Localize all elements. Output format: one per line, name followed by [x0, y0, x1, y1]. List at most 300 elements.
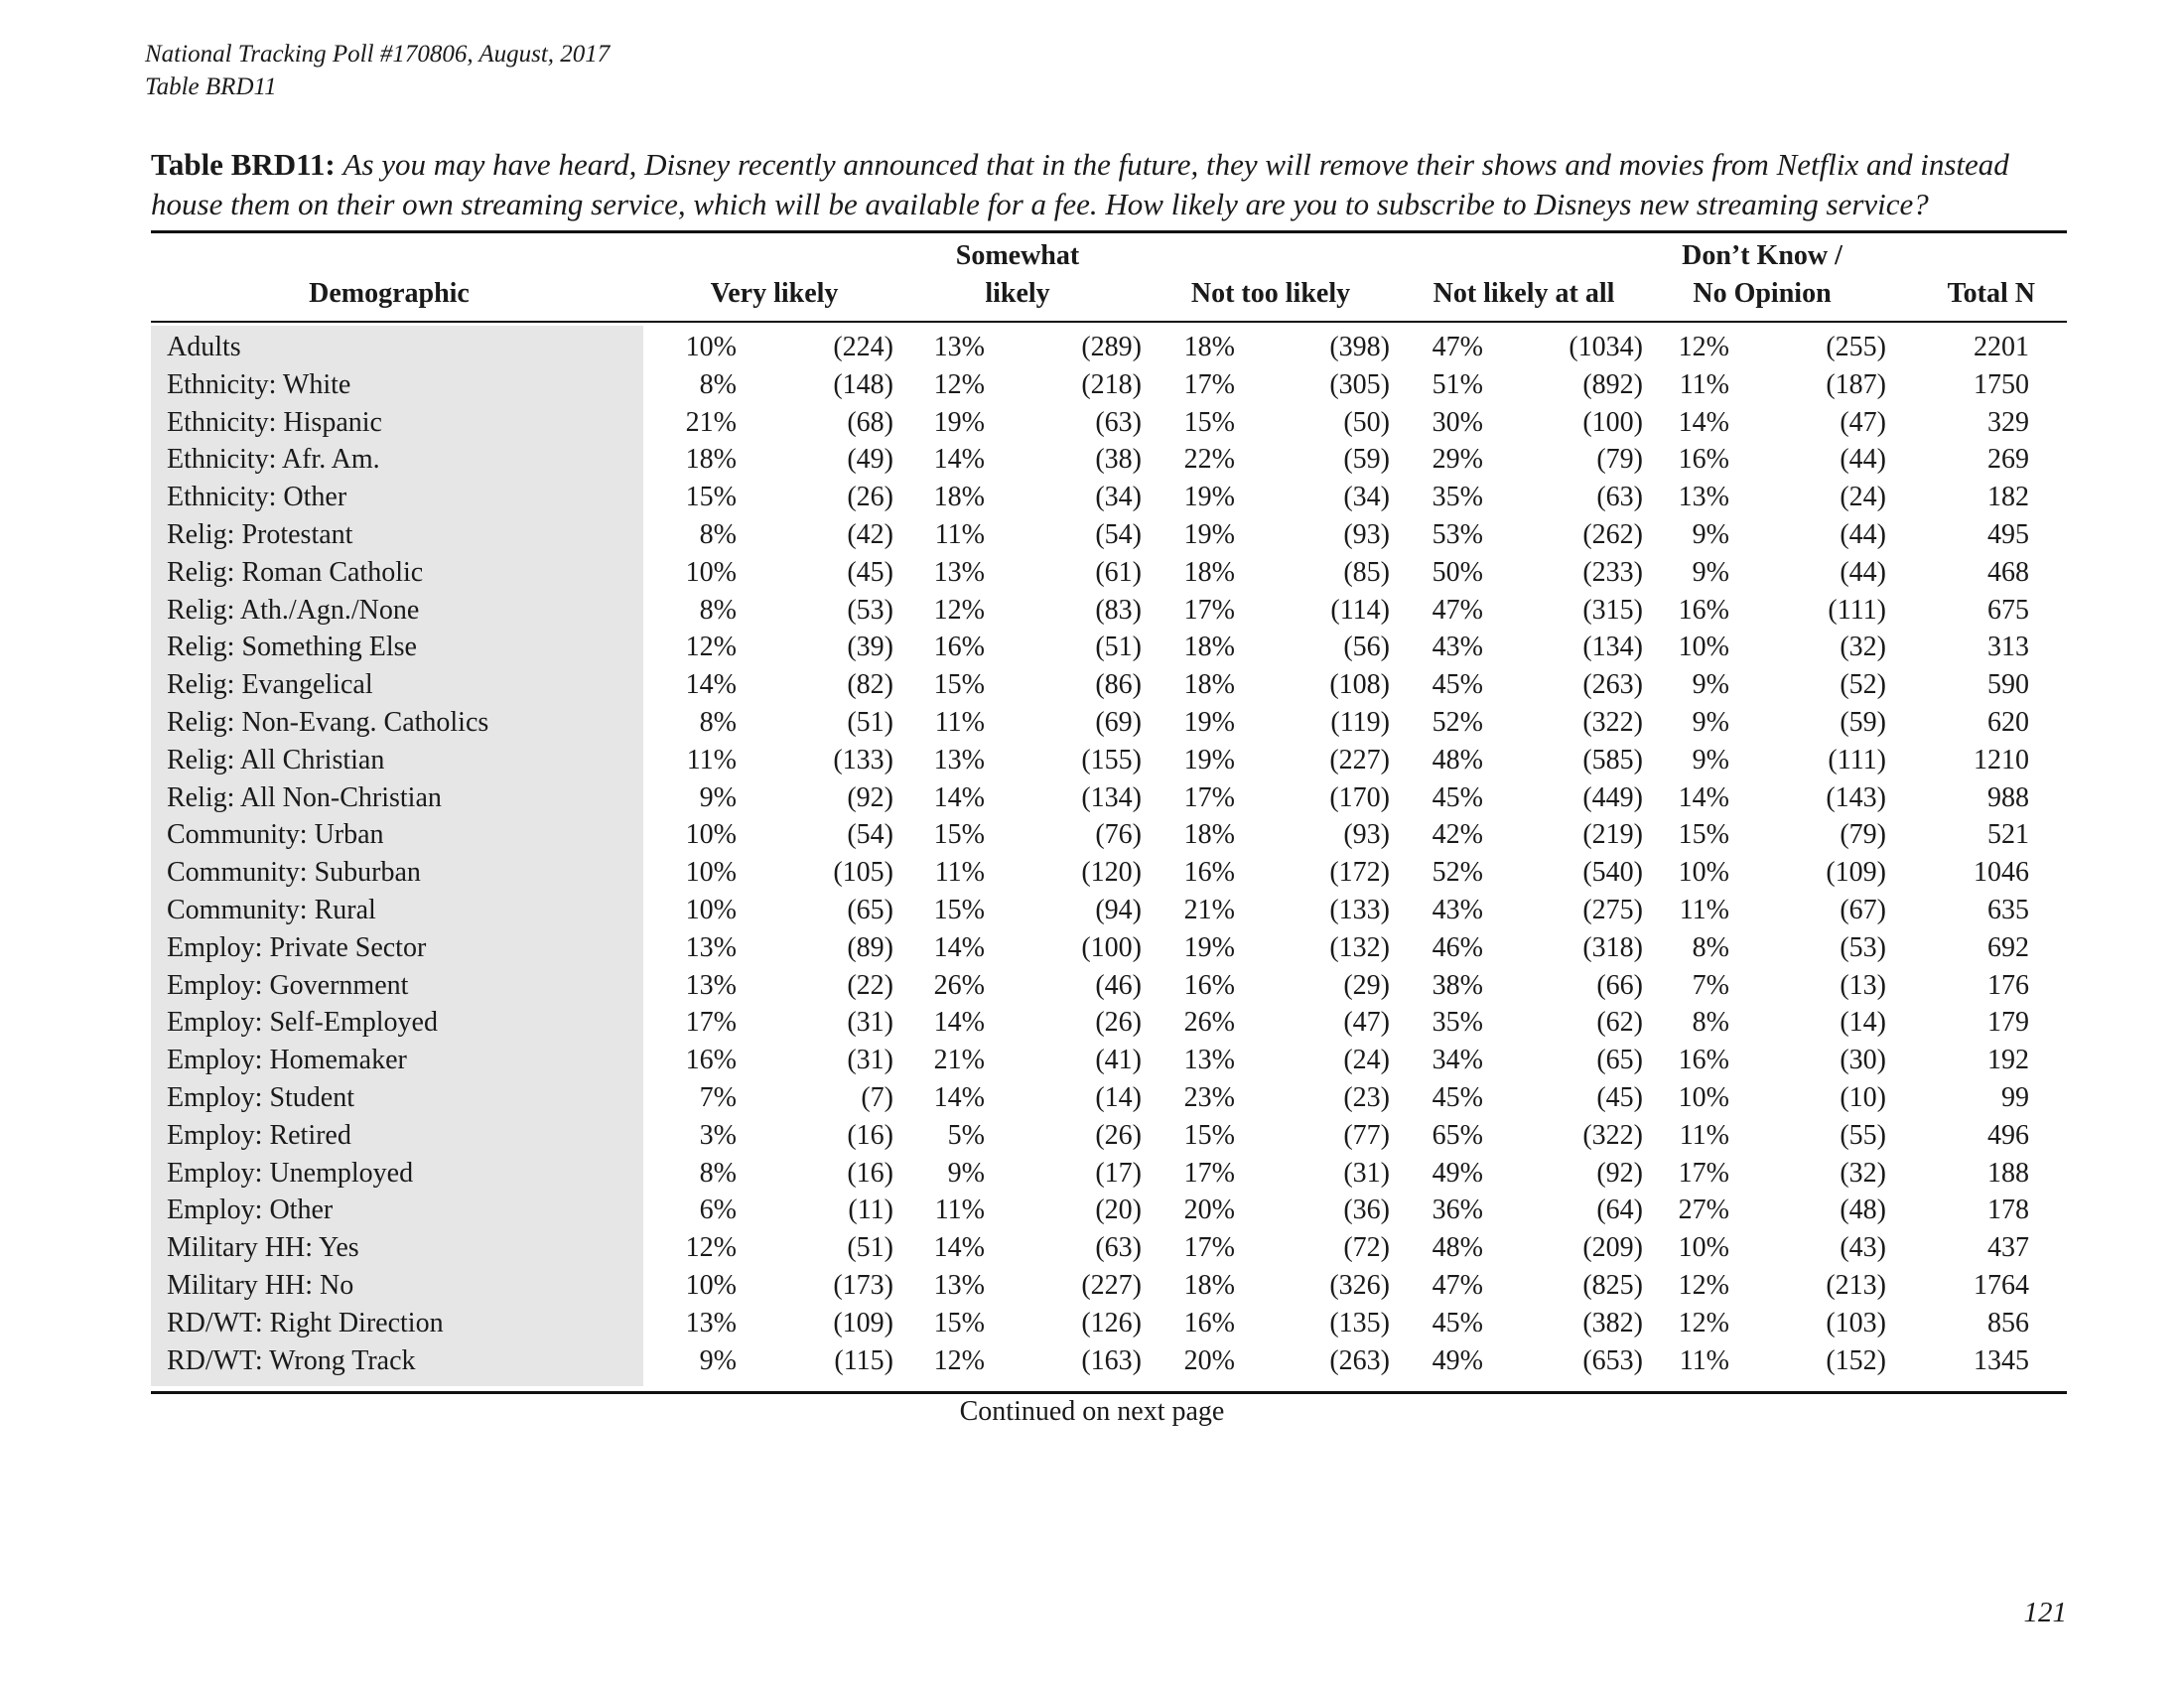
cell-percent: 51%: [1432, 368, 1483, 400]
cell-total-n: 692: [1987, 931, 2029, 963]
cell-count: (653): [1582, 1344, 1643, 1376]
cell-total-n: 635: [1987, 894, 2029, 925]
cell-count: (108): [1329, 669, 1390, 701]
cell-count: (24): [1343, 1045, 1390, 1076]
cell-count: (540): [1582, 857, 1643, 889]
row-label: Employ: Government: [167, 969, 409, 1001]
cell-percent: 10%: [1678, 1081, 1729, 1113]
table-row: [151, 1342, 2067, 1380]
cell-count: (14): [1840, 1007, 1886, 1039]
cell-count: (143): [1826, 781, 1886, 813]
cell-count: (134): [1081, 781, 1142, 813]
cell-count: (77): [1343, 1119, 1390, 1151]
cell-count: (152): [1826, 1344, 1886, 1376]
cell-percent: 11%: [1679, 894, 1729, 925]
cell-percent: 8%: [699, 594, 737, 626]
cell-count: (289): [1081, 332, 1142, 362]
cell-total-n: 620: [1987, 706, 2029, 738]
cell-count: (31): [1343, 1157, 1390, 1189]
continued-note: Continued on next page: [959, 1396, 1225, 1427]
cell-percent: 47%: [1432, 594, 1483, 626]
cell-percent: 7%: [699, 1081, 737, 1113]
row-label: Ethnicity: Other: [167, 482, 347, 513]
cell-percent: 12%: [685, 632, 737, 663]
cell-count: (305): [1329, 368, 1390, 400]
cell-percent: 49%: [1432, 1344, 1483, 1376]
row-label: Employ: Homemaker: [167, 1045, 407, 1076]
cell-percent: 10%: [685, 819, 737, 851]
table-row: [151, 1192, 2067, 1229]
cell-percent: 15%: [933, 669, 985, 701]
table-row: [151, 742, 2067, 779]
cell-total-n: 179: [1987, 1007, 2029, 1039]
row-label: Relig: All Christian: [167, 744, 385, 775]
table-row: [151, 629, 2067, 666]
cell-count: (34): [1095, 482, 1142, 513]
table-row: [151, 854, 2067, 892]
cell-count: (10): [1840, 1081, 1886, 1113]
table-row: [151, 929, 2067, 967]
cell-percent: 21%: [1183, 894, 1235, 925]
cell-percent: 49%: [1432, 1157, 1483, 1189]
cell-percent: 9%: [1692, 669, 1729, 701]
cell-count: (59): [1840, 706, 1886, 738]
cell-count: (26): [1095, 1007, 1142, 1039]
cell-percent: 15%: [933, 819, 985, 851]
cell-percent: 45%: [1432, 669, 1483, 701]
cell-percent: 35%: [1432, 482, 1483, 513]
col-dont-know-line1: Don’t Know /: [1682, 240, 1843, 271]
cell-percent: 21%: [685, 406, 737, 438]
cell-percent: 15%: [933, 894, 985, 925]
caption-label: Table BRD11:: [151, 147, 336, 182]
cell-count: (163): [1081, 1344, 1142, 1376]
cell-percent: 15%: [1678, 819, 1729, 851]
cell-count: (218): [1081, 368, 1142, 400]
col-dont-know-line2: No Opinion: [1693, 278, 1832, 309]
cell-percent: 47%: [1432, 332, 1483, 362]
table-row: [151, 404, 2067, 442]
cell-count: (26): [1095, 1119, 1142, 1151]
cell-percent: 14%: [933, 1081, 985, 1113]
cell-count: (120): [1081, 857, 1142, 889]
cell-percent: 11%: [1679, 368, 1729, 400]
cell-percent: 16%: [1183, 857, 1235, 889]
cell-percent: 14%: [685, 669, 737, 701]
cell-percent: 18%: [1183, 819, 1235, 851]
cell-count: (65): [847, 894, 893, 925]
cell-percent: 20%: [1183, 1195, 1235, 1226]
cell-count: (34): [1343, 482, 1390, 513]
cell-count: (83): [1095, 594, 1142, 626]
cell-percent: 11%: [934, 857, 985, 889]
cell-count: (82): [847, 669, 893, 701]
table-row: [151, 666, 2067, 704]
cell-percent: 9%: [947, 1157, 985, 1189]
cell-percent: 8%: [1692, 1007, 1729, 1039]
cell-count: (63): [1095, 406, 1142, 438]
cell-percent: 26%: [1183, 1007, 1235, 1039]
cell-count: (31): [847, 1045, 893, 1076]
cell-count: (44): [1840, 556, 1886, 588]
col-demographic: Demographic: [309, 278, 470, 309]
cell-percent: 30%: [1432, 406, 1483, 438]
cell-percent: 34%: [1432, 1045, 1483, 1076]
cell-count: (100): [1582, 406, 1643, 438]
row-label: Relig: Protestant: [167, 518, 353, 550]
cell-percent: 14%: [1678, 406, 1729, 438]
cell-count: (55): [1840, 1119, 1886, 1151]
table-row: [151, 704, 2067, 742]
cell-total-n: 1750: [1974, 368, 2029, 400]
cell-count: (45): [1596, 1081, 1643, 1113]
cell-count: (44): [1840, 444, 1886, 476]
cell-count: (382): [1582, 1307, 1643, 1338]
table-row: [151, 967, 2067, 1005]
cell-percent: 18%: [685, 444, 737, 476]
table-row: [151, 329, 2067, 366]
cell-count: (114): [1330, 594, 1390, 626]
cell-count: (892): [1582, 368, 1643, 400]
cell-percent: 13%: [685, 931, 737, 963]
cell-percent: 18%: [1183, 556, 1235, 588]
cell-percent: 52%: [1432, 706, 1483, 738]
cell-count: (111): [1828, 594, 1886, 626]
row-label: Community: Rural: [167, 894, 376, 925]
cell-total-n: 329: [1987, 406, 2029, 438]
table-row: [151, 1004, 2067, 1042]
cell-percent: 16%: [1678, 1045, 1729, 1076]
row-label: Employ: Student: [167, 1081, 354, 1113]
cell-count: (135): [1329, 1307, 1390, 1338]
cell-percent: 12%: [685, 1232, 737, 1264]
cell-count: (47): [1343, 1007, 1390, 1039]
cell-count: (89): [847, 931, 893, 963]
cell-count: (155): [1081, 744, 1142, 775]
table-row: [151, 592, 2067, 630]
col-somewhat-line2: likely: [985, 278, 1050, 309]
cell-total-n: 1764: [1974, 1269, 2029, 1301]
cell-percent: 3%: [699, 1119, 737, 1151]
cell-count: (1034): [1569, 332, 1643, 362]
cell-count: (22): [847, 969, 893, 1001]
cell-count: (11): [848, 1195, 893, 1226]
cell-percent: 14%: [933, 1007, 985, 1039]
cell-count: (26): [847, 482, 893, 513]
cell-total-n: 675: [1987, 594, 2029, 626]
cell-percent: 18%: [933, 482, 985, 513]
table-caption: [151, 145, 2069, 224]
cell-percent: 14%: [933, 931, 985, 963]
cell-count: (76): [1095, 819, 1142, 851]
row-label: Employ: Self-Employed: [167, 1007, 438, 1039]
row-label: RD/WT: Wrong Track: [167, 1344, 416, 1376]
cell-percent: 19%: [1183, 482, 1235, 513]
cell-percent: 17%: [1183, 594, 1235, 626]
cell-count: (86): [1095, 669, 1142, 701]
cell-count: (315): [1582, 594, 1643, 626]
cell-total-n: 856: [1987, 1307, 2029, 1338]
cell-percent: 16%: [1678, 444, 1729, 476]
cell-count: (100): [1081, 931, 1142, 963]
cell-percent: 13%: [1183, 1045, 1235, 1076]
cell-percent: 15%: [685, 482, 737, 513]
cell-count: (39): [847, 632, 893, 663]
cell-count: (318): [1582, 931, 1643, 963]
cell-count: (16): [847, 1119, 893, 1151]
cell-percent: 12%: [933, 368, 985, 400]
cell-count: (23): [1343, 1081, 1390, 1113]
cell-percent: 10%: [685, 1269, 737, 1301]
cell-percent: 20%: [1183, 1344, 1235, 1376]
cell-percent: 10%: [1678, 1232, 1729, 1264]
cell-percent: 15%: [933, 1307, 985, 1338]
cell-percent: 18%: [1183, 332, 1235, 362]
cell-percent: 14%: [933, 781, 985, 813]
cell-count: (49): [847, 444, 893, 476]
cell-percent: 5%: [947, 1119, 985, 1151]
cell-percent: 13%: [685, 969, 737, 1001]
col-somewhat-line1: Somewhat: [955, 240, 1080, 271]
cell-percent: 12%: [933, 594, 985, 626]
cell-percent: 42%: [1432, 819, 1483, 851]
cell-percent: 11%: [686, 744, 737, 775]
cell-count: (72): [1343, 1232, 1390, 1264]
cell-percent: 36%: [1432, 1195, 1483, 1226]
cell-count: (7): [861, 1081, 893, 1113]
table-row: [151, 1117, 2067, 1155]
cell-count: (449): [1582, 781, 1643, 813]
cell-count: (50): [1343, 406, 1390, 438]
cell-percent: 38%: [1432, 969, 1483, 1001]
cell-count: (115): [834, 1344, 893, 1376]
cell-count: (61): [1095, 556, 1142, 588]
cell-percent: 11%: [934, 706, 985, 738]
cell-count: (30): [1840, 1045, 1886, 1076]
cell-count: (219): [1582, 819, 1643, 851]
row-label: Adults: [167, 332, 241, 362]
cell-total-n: 269: [1987, 444, 2029, 476]
cell-percent: 35%: [1432, 1007, 1483, 1039]
cell-count: (47): [1840, 406, 1886, 438]
row-label: Ethnicity: Afr. Am.: [167, 444, 380, 476]
cell-count: (53): [847, 594, 893, 626]
cell-percent: 22%: [1183, 444, 1235, 476]
poll-title: National Tracking Poll #170806, August, 2017: [145, 41, 611, 68]
cell-percent: 13%: [933, 556, 985, 588]
row-label: Military HH: Yes: [167, 1232, 359, 1264]
cell-percent: 19%: [1183, 706, 1235, 738]
row-label: Relig: All Non-Christian: [167, 781, 442, 813]
cell-percent: 10%: [685, 556, 737, 588]
cell-count: (111): [1828, 744, 1886, 775]
cell-count: (172): [1329, 857, 1390, 889]
cell-percent: 43%: [1432, 894, 1483, 925]
cell-percent: 11%: [1679, 1344, 1729, 1376]
cell-count: (93): [1343, 819, 1390, 851]
cell-count: (42): [847, 518, 893, 550]
cell-count: (94): [1095, 894, 1142, 925]
cell-count: (133): [833, 744, 893, 775]
cell-total-n: 1210: [1974, 744, 2029, 775]
cell-percent: 43%: [1432, 632, 1483, 663]
cell-count: (24): [1840, 482, 1886, 513]
cell-count: (62): [1596, 1007, 1643, 1039]
cell-percent: 29%: [1432, 444, 1483, 476]
cell-percent: 17%: [1183, 1232, 1235, 1264]
cell-percent: 9%: [1692, 518, 1729, 550]
cell-total-n: 590: [1987, 669, 2029, 701]
cell-percent: 10%: [1678, 632, 1729, 663]
row-label: RD/WT: Right Direction: [167, 1307, 444, 1338]
row-label: Community: Suburban: [167, 857, 421, 889]
cell-percent: 17%: [1183, 1157, 1235, 1189]
cell-total-n: 437: [1987, 1232, 2029, 1264]
cell-percent: 13%: [685, 1307, 737, 1338]
running-head: [145, 38, 610, 103]
cell-percent: 65%: [1432, 1119, 1483, 1151]
cell-percent: 12%: [1678, 1307, 1729, 1338]
cell-count: (43): [1840, 1232, 1886, 1264]
table-row: [151, 1079, 2067, 1117]
cell-total-n: 1345: [1974, 1344, 2029, 1376]
cell-percent: 45%: [1432, 781, 1483, 813]
cell-total-n: 468: [1987, 556, 2029, 588]
cell-percent: 17%: [1183, 781, 1235, 813]
cell-count: (398): [1329, 332, 1390, 362]
cell-percent: 21%: [933, 1045, 985, 1076]
cell-percent: 10%: [685, 857, 737, 889]
cell-percent: 47%: [1432, 1269, 1483, 1301]
cell-count: (105): [833, 857, 893, 889]
cell-percent: 12%: [1678, 332, 1729, 362]
cell-percent: 14%: [933, 444, 985, 476]
cell-count: (67): [1840, 894, 1886, 925]
row-label: Ethnicity: Hispanic: [167, 406, 382, 438]
cell-total-n: 188: [1987, 1157, 2029, 1189]
cell-percent: 14%: [1678, 781, 1729, 813]
cell-count: (227): [1329, 744, 1390, 775]
cell-count: (51): [847, 706, 893, 738]
cell-count: (275): [1582, 894, 1643, 925]
cell-count: (109): [833, 1307, 893, 1338]
row-label: Community: Urban: [167, 819, 384, 851]
table-body: [151, 329, 2067, 1379]
cell-count: (52): [1840, 669, 1886, 701]
page-number: 121: [2023, 1597, 2067, 1628]
cell-count: (20): [1095, 1195, 1142, 1226]
cell-percent: 13%: [933, 744, 985, 775]
col-not-likely-at-all: Not likely at all: [1433, 278, 1615, 309]
cell-total-n: 495: [1987, 518, 2029, 550]
cell-total-n: 182: [1987, 482, 2029, 513]
row-label: Employ: Unemployed: [167, 1157, 414, 1189]
caption-question: As you may have heard, Disney recently announced that in the future, they will remove their shows and movies from Netflix and instead house them on their own streaming service, which will be available for a fee. How likely are you to subscribe to Disneys new streaming service?: [151, 147, 2009, 221]
cell-count: (134): [1582, 632, 1643, 663]
cell-count: (36): [1343, 1195, 1390, 1226]
cell-count: (103): [1826, 1307, 1886, 1338]
cell-percent: 13%: [1678, 482, 1729, 513]
cell-percent: 19%: [933, 406, 985, 438]
cell-percent: 27%: [1678, 1195, 1729, 1226]
col-total-n: Total N: [1947, 278, 2035, 309]
cell-percent: 46%: [1432, 931, 1483, 963]
cell-count: (64): [1596, 1195, 1643, 1226]
cell-count: (29): [1343, 969, 1390, 1001]
cell-count: (148): [833, 368, 893, 400]
cell-percent: 9%: [699, 781, 737, 813]
table-row: [151, 892, 2067, 929]
row-label: Ethnicity: White: [167, 368, 351, 400]
cell-total-n: 2201: [1974, 332, 2029, 362]
cell-total-n: 1046: [1974, 857, 2029, 889]
cell-count: (32): [1840, 632, 1886, 663]
cell-percent: 16%: [685, 1045, 737, 1076]
cell-total-n: 521: [1987, 819, 2029, 851]
cell-percent: 16%: [1183, 1307, 1235, 1338]
cell-count: (187): [1826, 368, 1886, 400]
cell-percent: 48%: [1432, 744, 1483, 775]
cell-percent: 8%: [699, 518, 737, 550]
cell-percent: 19%: [1183, 744, 1235, 775]
cell-total-n: 496: [1987, 1119, 2029, 1151]
row-label: Relig: Evangelical: [167, 669, 373, 701]
cell-percent: 15%: [1183, 406, 1235, 438]
cell-count: (65): [1596, 1045, 1643, 1076]
cell-percent: 19%: [1183, 518, 1235, 550]
row-label: Military HH: No: [167, 1269, 354, 1301]
cell-count: (66): [1596, 969, 1643, 1001]
cell-percent: 10%: [685, 894, 737, 925]
cell-count: (16): [847, 1157, 893, 1189]
cell-percent: 8%: [699, 706, 737, 738]
table-row: [151, 779, 2067, 817]
cell-percent: 10%: [1678, 857, 1729, 889]
cell-count: (209): [1582, 1232, 1643, 1264]
cell-percent: 7%: [1692, 969, 1729, 1001]
table-row: [151, 1042, 2067, 1079]
cell-percent: 18%: [1183, 669, 1235, 701]
cell-count: (48): [1840, 1195, 1886, 1226]
cell-count: (170): [1329, 781, 1390, 813]
cell-percent: 16%: [1183, 969, 1235, 1001]
cell-count: (63): [1596, 482, 1643, 513]
cell-percent: 26%: [933, 969, 985, 1001]
cell-percent: 11%: [934, 1195, 985, 1226]
cell-count: (56): [1343, 632, 1390, 663]
cell-count: (132): [1329, 931, 1390, 963]
cell-count: (79): [1596, 444, 1643, 476]
cell-count: (68): [847, 406, 893, 438]
table-row: [151, 479, 2067, 516]
row-label: Relig: Non-Evang. Catholics: [167, 706, 489, 738]
cell-count: (255): [1826, 332, 1886, 362]
cell-count: (32): [1840, 1157, 1886, 1189]
cell-count: (825): [1582, 1269, 1643, 1301]
cell-count: (79): [1840, 819, 1886, 851]
cell-count: (14): [1095, 1081, 1142, 1113]
cell-count: (38): [1095, 444, 1142, 476]
cell-count: (46): [1095, 969, 1142, 1001]
cell-percent: 14%: [933, 1232, 985, 1264]
row-label: Employ: Other: [167, 1195, 334, 1226]
cell-total-n: 192: [1987, 1045, 2029, 1076]
table-id: Table BRD11: [145, 73, 277, 100]
row-label: Employ: Private Sector: [167, 931, 427, 963]
cell-percent: 9%: [699, 1344, 737, 1376]
cell-count: (92): [1596, 1157, 1643, 1189]
cell-total-n: 99: [2001, 1081, 2029, 1113]
